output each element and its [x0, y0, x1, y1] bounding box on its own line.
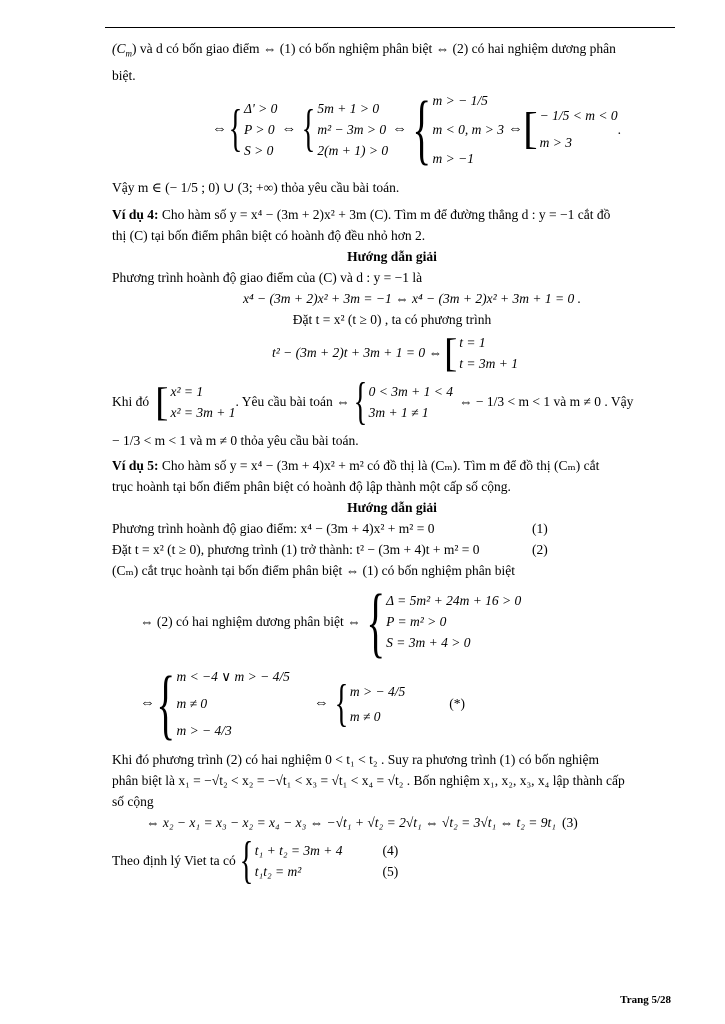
- document-body: [112, 38, 672, 887]
- section-heading: Hướng dẫn giải: [347, 248, 437, 264]
- system-6: ⇔ { m < −4 ∨ m > − 4/5 m ≠ 0 m > − 4/3 ⇔ { m > − 4/5 m ≠ 0 (*): [140, 659, 465, 747]
- paragraph: phân biệt là x₁ = −√t₂ < x₂ = −√t₁ < x₃ = √t₁ < x₄ = √t₂ . Bốn nghiệm x₁, x₂, x₃, x₄ lập thành cấp: [112, 772, 625, 788]
- system-5: ⇔ (2) có hai nghiệm dương phân biệt ⇔ { Δ = 5m² + 24m + 16 > 0 P = m² > 0 S = 3m + 4 > 0: [140, 577, 522, 665]
- arithmetic-progression-eq: ⇔ x₂ − x₁ = x₃ − x₂ = x₄ − x₃ ⇔ −√t₁ + √t₂ = 2√t₁ ⇔ √t₂ = 3√t₁ ⇔ t₂ = 9t₁ (3): [146, 814, 578, 830]
- paragraph: Đặt t = x² (t ≥ 0) , ta có phương trình: [292, 311, 492, 327]
- equation: x⁴ − (3m + 2)x² + 3m = −1 ⇔ x⁴ − (3m + 2)x² + 3m + 1 = 0 .: [242, 290, 582, 306]
- header-rule: [105, 27, 675, 28]
- section-heading: Hướng dẫn giải: [347, 499, 437, 515]
- paragraph: Phương trình hoành độ giao điểm: x⁴ − (3m + 4)x² + m² = 0 (1): [112, 520, 548, 536]
- khi-do-line: Khi đó [ x² = 1 x² = 3m + 1 . Yêu cầu bài toán ⇔ { 0 < 3m + 1 < 4 3m + 1 ≠ 1 ⇔ − 1/3 < m < 1 và m ≠ 0 . Vậy: [112, 372, 634, 430]
- system-equivalence-a: ⇔ { Δ' > 0 P > 0 S > 0 ⇔ { 5m + 1 > 0 m² − 3m > 0 2(m + 1) > 0 ⇔ { m > − 1/5 m < 0, m > 3 m > −1 ⇔ [ − 1/5 < m < 0 m > 3 .: [212, 85, 621, 173]
- paragraph: trục hoành tại bốn điểm phân biệt có hoành độ lập thành một cấp số cộng.: [112, 478, 511, 494]
- paragraph: Phương trình hoành độ giao điểm của (C) và d : y = −1 là: [112, 269, 423, 285]
- example-4: Ví dụ 4: Cho hàm số y = x⁴ − (3m + 2)x² + 3m (C). Tìm m để đường thẳng d : y = −1 cắt đồ: [112, 206, 611, 222]
- paragraph: số cộng: [112, 793, 154, 809]
- paragraph: thị (C) tại bốn điểm phân biệt có hoành độ đều nhỏ hơn 2.: [112, 227, 426, 243]
- equation-t: t² − (3m + 2)t + 3m + 1 = 0 ⇔ [ t = 1 t = 3m + 1: [272, 329, 519, 375]
- example-5: Ví dụ 5: Cho hàm số y = x⁴ − (3m + 4)x² + m² có đồ thị là (Cₘ). Tìm m để đồ thị (Cₘ) cắt: [112, 457, 600, 473]
- conclusion-line: Vậy m ∈ (− 1/5 ; 0) ∪ (3; +∞) thỏa yêu cầu bài toán.: [112, 179, 400, 195]
- conclusion-line: − 1/3 < m < 1 và m ≠ 0 thỏa yêu cầu bài toán.: [112, 432, 359, 448]
- paragraph: $(C_m)$ và d có bốn giao điểm ⇔ (1) có bốn nghiệm phân biệt ⇔ (2) có hai nghiệm dương phân: [112, 41, 616, 59]
- paragraph: biệt.: [112, 67, 136, 83]
- paragraph: (Cₘ) cắt trục hoành tại bốn điểm phân biệt ⇔ (1) có bốn nghiệm phân biệt: [112, 562, 516, 578]
- page-number: Trang 5/28: [620, 994, 671, 1006]
- paragraph: Khi đó phương trình (2) có hai nghiệm 0 < t₁ < t₂ . Suy ra phương trình (1) có bốn nghiệm: [112, 751, 599, 767]
- viet-system: Theo định lý Viet ta có { t₁ + t₂ = 3m + 4 t₁t₂ = m² (4) (5): [112, 831, 399, 889]
- paragraph: Đặt t = x² (t ≥ 0), phương trình (1) trở thành: t² − (3m + 4)t + m² = 0 (2): [112, 541, 548, 557]
